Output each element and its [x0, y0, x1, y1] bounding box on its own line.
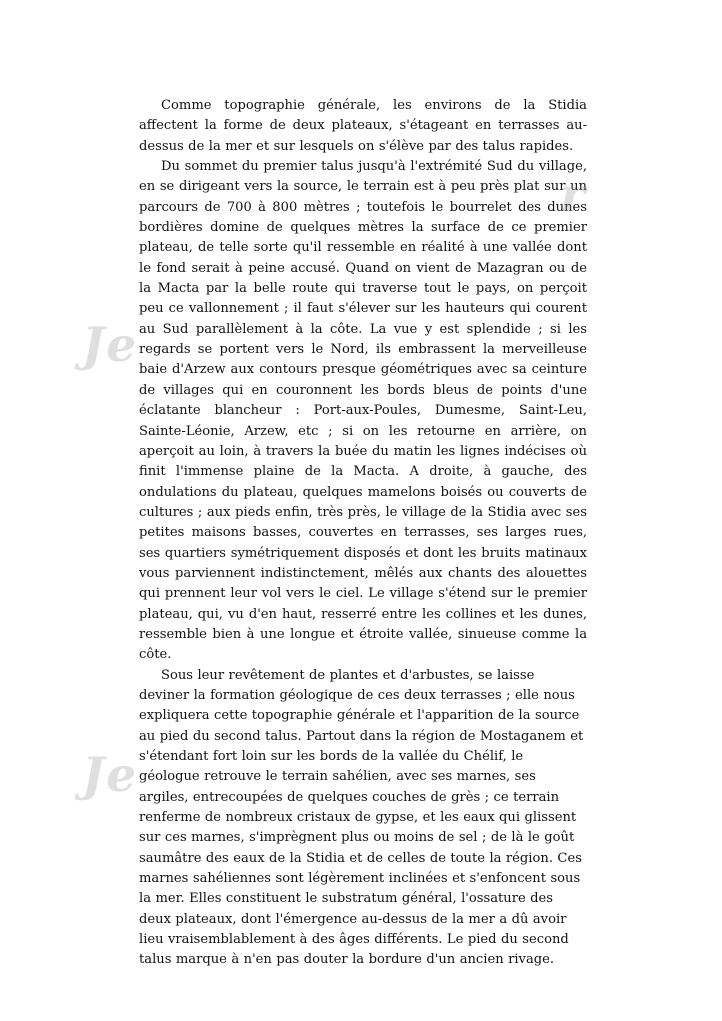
paragraph-3: Sous leur revêtement de plantes et d'arbustes, se laisse deviner la formation géologique de ces deux terrasses ; elle nous expliquera cette topographie générale et l'apparition de la source au pied du second talus. Partout dans la région de Mostaganem et s'étendant fort loin sur les bords de la vallée du Chélif, le géologue retrouve le terrain sahélien, avec ses marnes, ses argiles, entrecoupées de quelques couches de grès ; ce terrain renferme de nombreux cristaux de gypse, et les eaux qui glissent sur ces marnes, s'imprègnent plus ou moins de sel ; de là le goût saumâtre des eaux de la Stidia et de celles de toute la région. Ces marnes sahéliennes sont légèrement inclinées et s'enfoncent sous la mer. Elles constituent le substratum général, l'ossature des deux plateaux, dont l'émergence au-dessus de la mer a dû avoir lieu vraisemblablement à des âges différents. Le pied du second talus marque à n'en pas douter la bordure d'un ancien rivage. [139, 667, 584, 968]
paragraph-1: Comme topographie générale, les environs de la Stidia affectent la forme de deux plateaux, s'étageant en terrasses au-dessus de la mer et sur lesquels on s'élève par des talus rapides. [139, 98, 587, 154]
watermark-right-upper: r [560, 168, 587, 223]
body-text-column [139, 96, 587, 971]
watermark-left-lower: Je [82, 748, 139, 803]
paragraph-2: Du sommet du premier talus jusqu'à l'extrémité Sud du village, en se dirigeant vers la source, le terrain est à peu près plat sur un parcours de 700 à 800 mètres ; toutefois le bourrelet des dunes bordières domine de quelques mètres la surface de ce premier plateau, de telle sorte qu'il ressemble en réalité à une vallée dont le fond serait à peine accusé. Quand on vient de Mazagran ou de la Macta par la belle route qui traverse tout le pays, on perçoit peu ce vallonnement ; il faut s'élever sur les hauteurs qui courent au Sud parallèlement à la côte. La vue y est splendide ; si les regards se portent vers le Nord, ils embrassent la merveilleuse baie d'Arzew aux contours presque géométriques avec sa ceinture de villages qui en couronnent les bords bleus de points d'une éclatante blancheur : Port-aux-Poules, Dumesme, Saint-Leu, Sainte-Léonie, Arzew, etc ; si on les retourne en arrière, on aperçoit au loin, à travers la buée du matin les lignes indécises où finit l'immense plaine de la Macta. A droite, à gauche, des ondulations du plateau, quelques mamelons boisés ou couverts de cultures ; aux pieds enfin, très près, le village de la Stidia avec ses petites maisons basses, couvertes en terrasses, ses larges rues, ses quartiers symétriquement disposés et dont les bruits matinaux vous parviennent indistinctement, mêlés aux chants des alouettes qui prennent leur vol vers le ciel. Le village s'étend sur le premier plateau, qui, vu d'en haut, resserré entre les collines et les dunes, ressemble bien à une longue et étroite vallée, sinueuse comme la côte. [139, 159, 587, 663]
watermark-left-upper: Je [82, 318, 139, 373]
